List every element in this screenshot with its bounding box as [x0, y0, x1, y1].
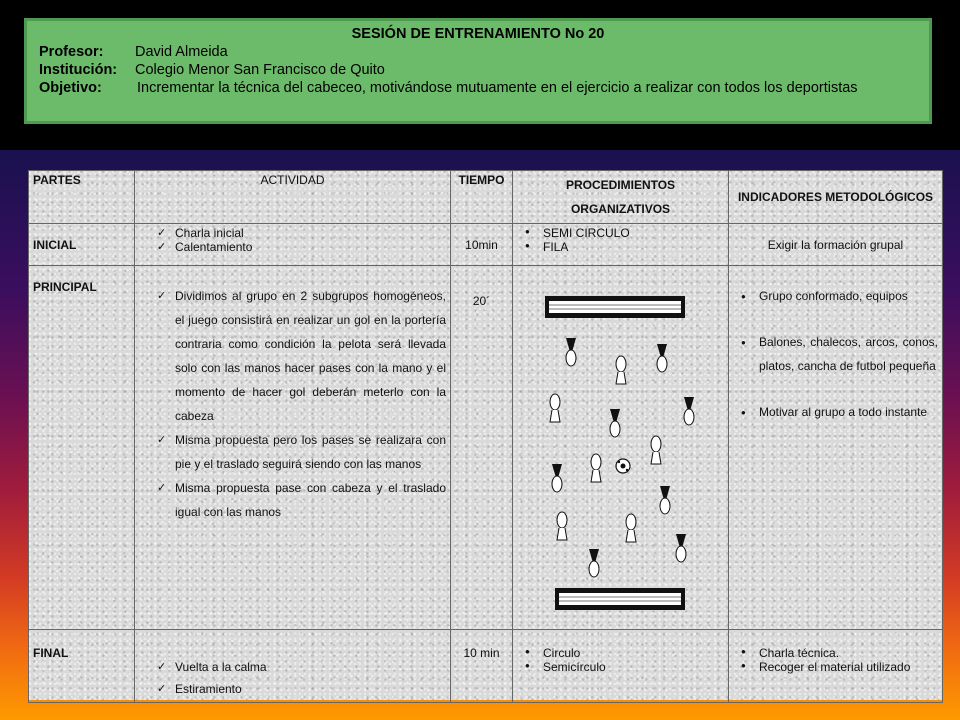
table-header-row — [29, 171, 943, 224]
procedimientos-final — [513, 630, 729, 703]
player-team-b-icon — [557, 512, 567, 540]
player-team-b-icon — [626, 514, 636, 542]
list-item: ✓ Vuelta a la calma — [157, 656, 446, 678]
list-item: ✓ Calentamiento — [157, 240, 446, 254]
player-team-a-icon — [684, 397, 694, 425]
plan-table-container — [28, 170, 942, 700]
table-row-inicial — [29, 224, 943, 266]
list-item: ● Balones, chalecos, arcos, conos, platos, cancha de futbol pequeña — [737, 330, 938, 378]
list-item: ✓ Estiramiento — [157, 678, 446, 700]
player-team-b-icon — [651, 436, 661, 464]
list-item: ● Recoger el material utilizado — [737, 660, 938, 674]
actividad-final — [135, 630, 451, 703]
ball-icon — [616, 459, 630, 473]
table-row-principal — [29, 266, 943, 630]
top-goal-icon — [545, 296, 685, 318]
procedimientos-principal — [513, 266, 729, 630]
player-team-a-icon — [676, 534, 686, 562]
list-item: ● Semicírculo — [521, 660, 724, 674]
player-team-a-icon — [660, 486, 670, 514]
header-procedimientos: PROCEDIMIENTOS ORGANIZATIVOS — [513, 171, 729, 224]
player-team-b-icon — [550, 394, 560, 422]
list-item: ● Circulo — [521, 646, 724, 660]
player-team-b-icon — [591, 454, 601, 482]
institucion-label: Institución: — [39, 62, 118, 78]
player-team-a-icon — [589, 549, 599, 577]
bottom-goal-icon — [555, 588, 685, 610]
objetivo-value: Incrementar la técnica del cabeceo, motivándose mutuamente en el ejercicio a realizar con todos los deportistas — [137, 80, 858, 96]
indicadores-inicial: Exigir la formación grupal — [729, 224, 943, 266]
parte-principal: PRINCIPAL — [29, 266, 135, 630]
list-item: ✓ Charla inicial — [157, 226, 446, 240]
profesor-value: David Almeida — [135, 44, 228, 60]
parte-final: FINAL — [29, 630, 135, 703]
header-actividad: ACTIVIDAD — [135, 171, 451, 224]
indicadores-final — [729, 630, 943, 703]
tiempo-inicial: 10min — [451, 224, 513, 266]
list-item: ● FILA — [521, 240, 724, 254]
tiempo-principal: 20´ — [451, 266, 513, 630]
list-item: ✓ Misma propuesta pero los pases se realizara con pie y el traslado seguirá siendo con las manos — [157, 428, 446, 476]
player-team-a-icon — [610, 409, 620, 437]
tiempo-final: 10 min — [451, 630, 513, 703]
objetivo-line — [39, 79, 917, 97]
list-item: ● Motivar al grupo a todo instante — [737, 400, 938, 424]
table-row-final — [29, 630, 943, 703]
indicadores-principal — [729, 266, 943, 630]
list-item: ● Charla técnica. — [737, 646, 938, 660]
session-header — [24, 18, 932, 124]
player-team-a-icon — [552, 464, 562, 492]
header-partes: PARTES — [29, 171, 135, 224]
plan-table — [28, 170, 943, 703]
objetivo-label: Objetivo: — [39, 80, 102, 96]
profesor-label: Profesor: — [39, 44, 104, 60]
procedimientos-inicial — [513, 224, 729, 266]
field-diagram — [513, 266, 729, 626]
list-item: ✓ Dividimos al grupo en 2 subgrupos homogéneos, el juego consistirá en realizar un gol en la portería contraria como condición la pelota será llevada solo con las manos hacer pases con la mano y el momento de hacer gol deberán meterlo con la cabeza — [157, 284, 446, 428]
player-team-a-icon — [566, 338, 576, 366]
profesor-line — [39, 43, 917, 61]
header-indicadores: INDICADORES METODOLÓGICOS — [729, 171, 943, 224]
session-title: SESIÓN DE ENTRENAMIENTO No 20 — [351, 26, 605, 42]
actividad-principal — [135, 266, 451, 630]
list-item: ✓ Misma propuesta pase con cabeza y el traslado igual con las manos — [157, 476, 446, 524]
institucion-line — [39, 61, 917, 79]
actividad-inicial — [135, 224, 451, 266]
player-team-a-icon — [657, 344, 667, 372]
list-item: ● SEMI CIRCULO — [521, 226, 724, 240]
header-tiempo: TIEMPO — [451, 171, 513, 224]
player-team-b-icon — [616, 356, 626, 384]
list-item: ● Grupo conformado, equipos — [737, 284, 938, 308]
institucion-value: Colegio Menor San Francisco de Quito — [135, 62, 385, 78]
parte-inicial: INICIAL — [29, 224, 135, 266]
